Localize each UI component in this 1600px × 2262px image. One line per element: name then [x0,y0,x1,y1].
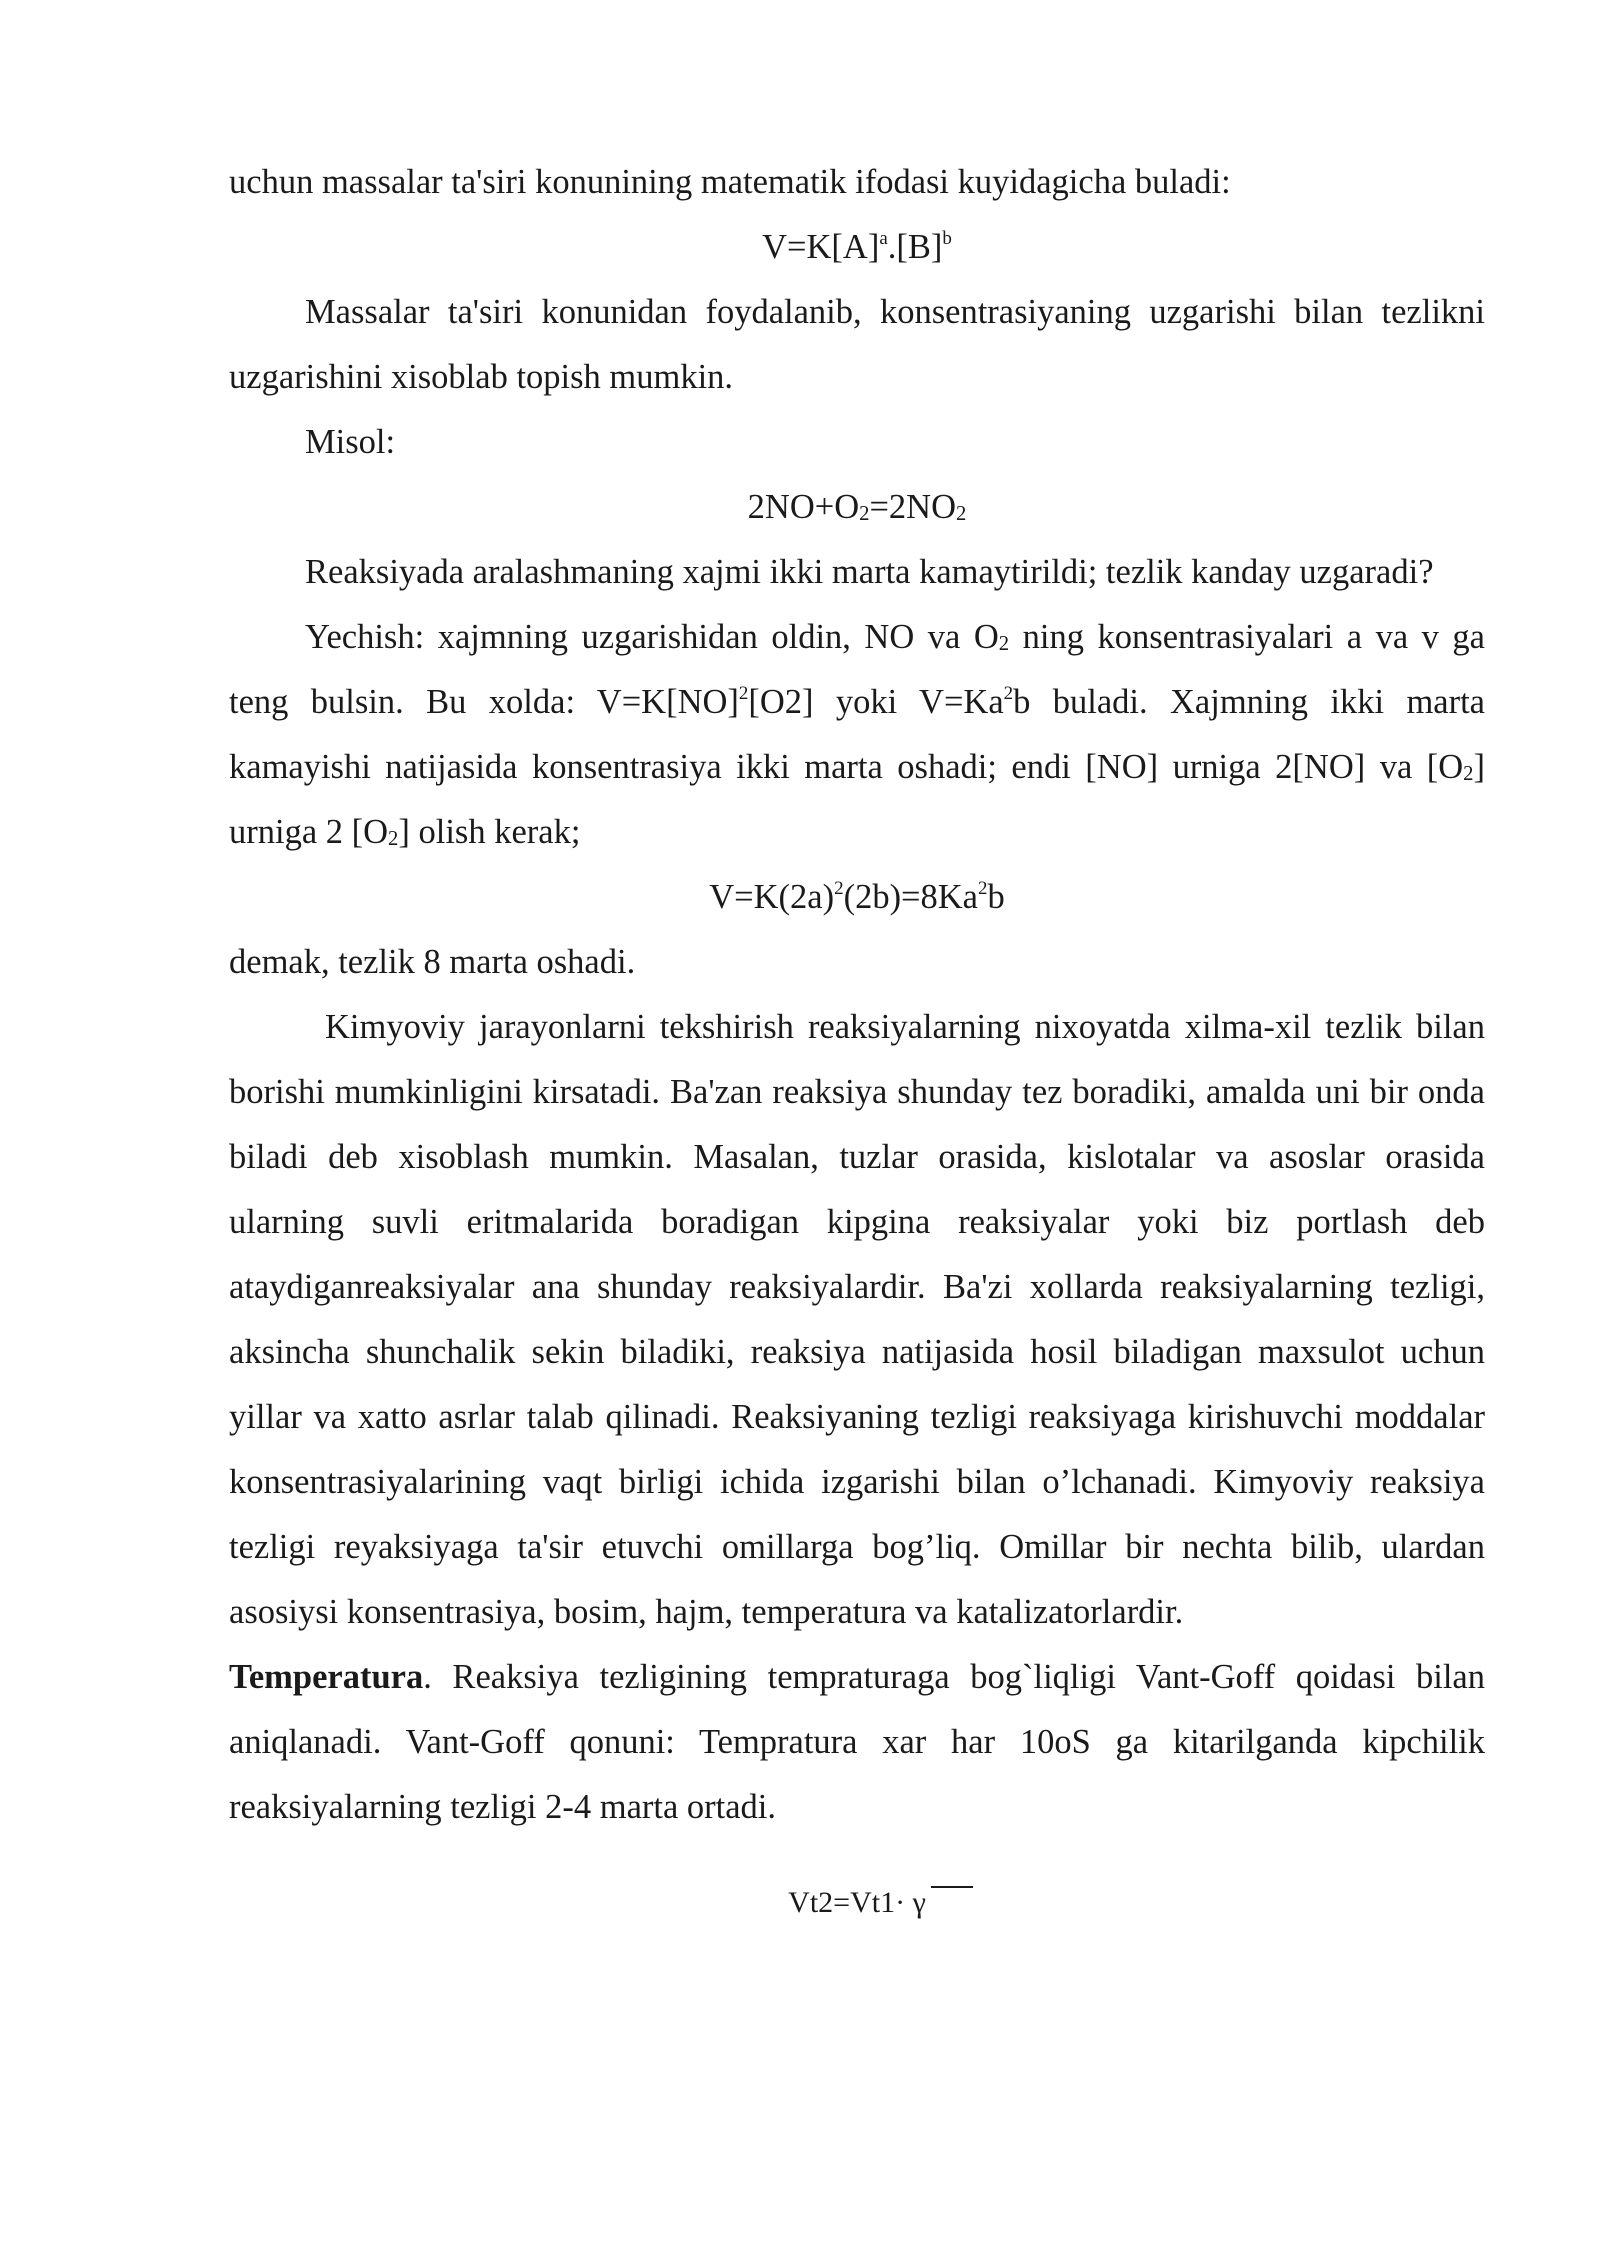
paragraph-reaction-rates: Kimyoviy jarayonlarni tekshirish reaksiyalarning nixoyatda xilma-xil tezlik bilan borishi mumkinligini kirsatadi. Ba'zan reaksiya shunday tez boradiki, amalda uni bir onda biladi deb xisoblash mumkin. Masalan, tuzlar orasida, kislotalar va asoslar orasida ularning suvli eritmalarida boradigan kipgina reaksiyalar yoki biz portlash deb ataydiganreaksiyalar ana shunday reaksiyalardir. Ba'zi xollarda reaksiyalarning tezligi, aksincha shunchalik sekin biladiki, reaksiya natijasida hosil biladigan maxsulot uchun yillar va xatto asrlar talab qilinadi. Reaksiyaning tezligi reaksiyaga kirishuvchi moddalar konsentrasiyalarining vaqt birligi ichida izgarishi bilan o’lchanadi. Kimyoviy reaksiya tezligi reyaksiyaga ta'sir etuvchi omillarga bog’liq. Omillar bir nechta bilib, ulardan asosiysi konsentrasiya, bosim, hajm, temperatura va katalizatorlardir. [229,1008,1485,1631]
equation-mass-action: $V=K[A]^a.[B]^b$ [762,227,952,266]
paragraph-question: Reaksiyada aralashmaning xajmi ikki marta kamaytirildi; tezlik kanday uzgaradi? [305,553,1434,591]
exponent-fraction-bar [931,1886,973,1888]
paragraph-law-intro: uchun massalar ta'siri konunining matematik ifodasi kuyidagicha buladi: [229,163,1231,201]
equation-rate-change: $V=K(2a)^2(2b)=8Ka^2b$ [709,877,1005,916]
gamma-with-exponent: γ [913,1870,926,1935]
document-body [229,150,1485,1935]
paragraph-temperature: Temperatura. Reaksiya tezligining tempraturaga bog`liqligi Vant-Goff qoidasi bilan aniqlanadi. Vant-Goff qonuni: Tempratura xar har 10oS ga kitarilganda kipchilik reaksiyalarning tezligi 2-4 marta ortadi. [229,1658,1485,1826]
paragraph-mass-action-usage: Massalar ta'siri konunidan foydalanib, konsentrasiyaning uzgarishi bilan tezlikni uzgarishini xisoblab topish mumkin. [229,293,1485,396]
equation-vant-hoff: Vt2=Vt1· γ [229,1870,1485,1935]
example-heading: Misol: [305,423,396,461]
temperature-heading: Temperatura [229,1658,424,1696]
equation-reaction: $2NO+O_2=2NO_2$ [747,488,967,526]
paragraph-solution: Yechish: xajmning uzgarishidan oldin, NO va $O_2$ ning konsentrasiyalari a va v ga teng bulsin. Bu xolda: V=K[NO]$^2$[O2] yoki $V=Ka^2b$ buladi. Xajmning ikki marta kamayishi natijasida konsentrasiya ikki marta oshadi; endi [NO] urniga 2[NO] va $[O_2]$ urniga 2 $[O_2]$ olish kerak; [229,618,1485,851]
paragraph-conclusion: demak, tezlik 8 marta oshadi. [229,943,636,981]
